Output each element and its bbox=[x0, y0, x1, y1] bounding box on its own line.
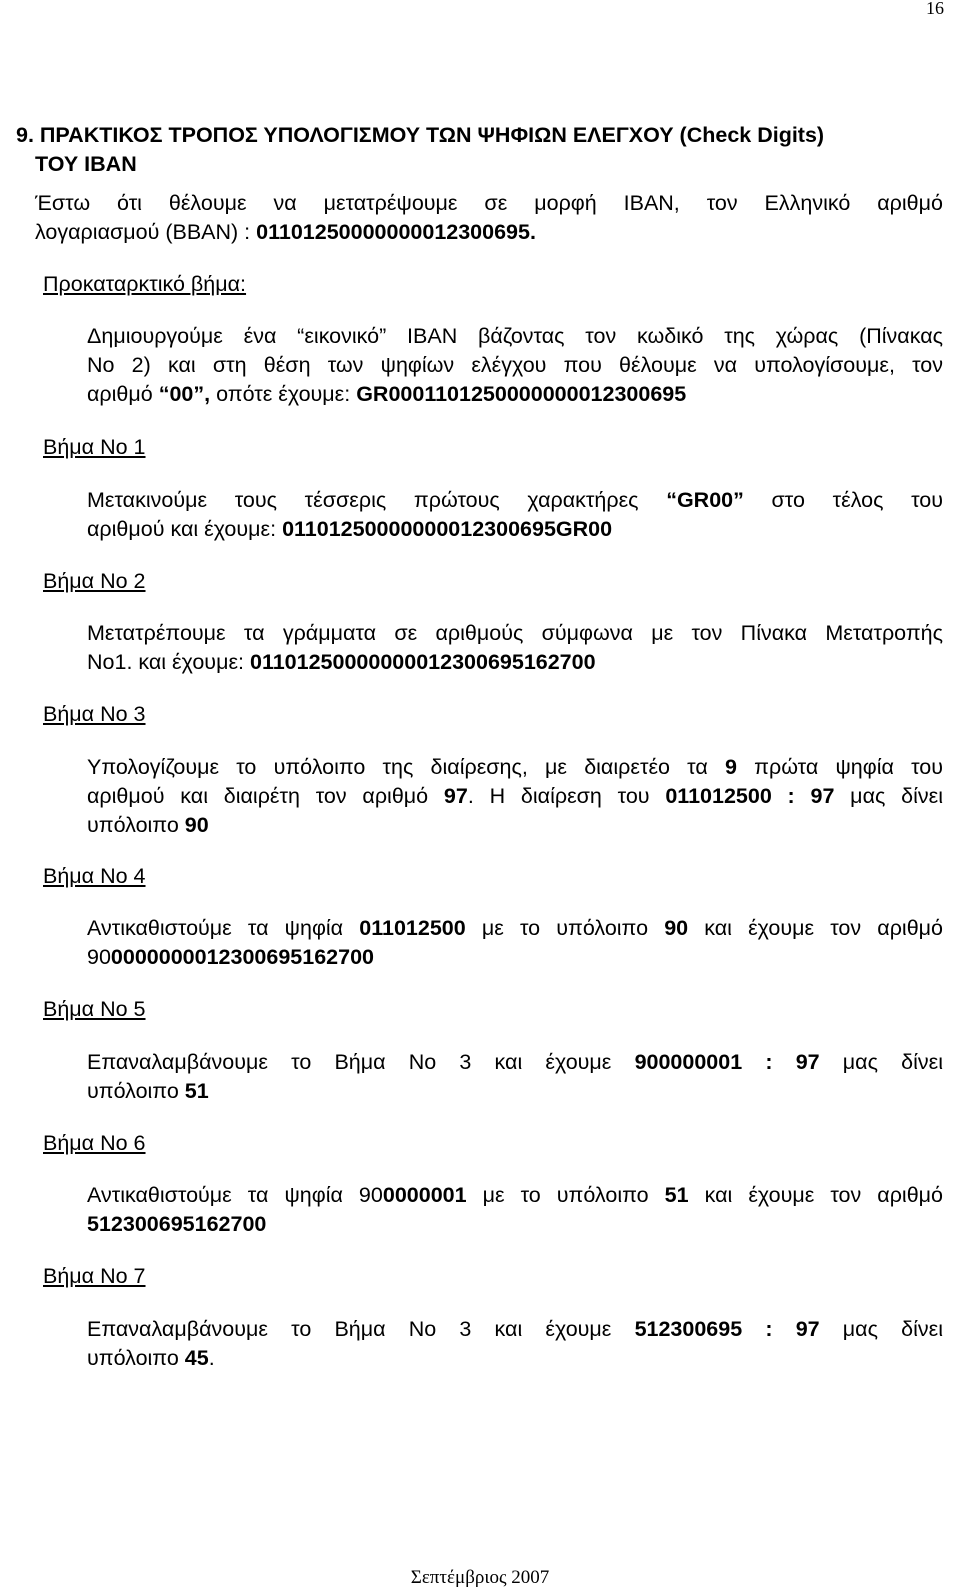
step3-line3-a: υπόλοιπο bbox=[87, 813, 185, 837]
step5-line2-a: υπόλοιπο bbox=[87, 1079, 185, 1103]
step5-line2 bbox=[87, 1077, 209, 1105]
step3-nine: 9 bbox=[724, 755, 737, 779]
step6-line1-a: Αντικαθιστούμε τα ψηφία 90 bbox=[87, 1183, 383, 1207]
step4-remainder: 90 bbox=[664, 916, 689, 940]
step5-title: Βήμα Νο 5 bbox=[43, 997, 146, 1021]
step4-line2 bbox=[87, 943, 374, 971]
step7-line2 bbox=[87, 1344, 215, 1372]
step6-line1 bbox=[87, 1181, 943, 1209]
step6-line1-e: και έχουμε τον αριθμό bbox=[688, 1183, 944, 1207]
step7-line1 bbox=[87, 1315, 943, 1343]
step7-line2-c: . bbox=[208, 1346, 215, 1370]
step3-line2-a: αριθμού και διαιρέτη τον αριθμό bbox=[87, 784, 444, 808]
preliminary-title: Προκαταρκτικό βήμα: bbox=[43, 272, 247, 296]
step5-line1 bbox=[87, 1048, 943, 1076]
preliminary-check-digits: “00”, bbox=[158, 382, 211, 406]
page-number: 16 bbox=[926, 0, 944, 18]
intro-line1: Έστω ότι θέλουμε να μετατρέψουμε σε μορφή IBAN, τον Ελληνικό αριθμό bbox=[35, 191, 943, 215]
bban-number: 01101250000000012300695. bbox=[256, 220, 536, 244]
step6-digits: 0000001 bbox=[382, 1183, 467, 1207]
step3-line2-e: μας δίνει bbox=[834, 784, 943, 808]
step7-title: Βήμα Νο 7 bbox=[43, 1264, 146, 1288]
step3-line1 bbox=[87, 753, 943, 781]
step7-line2-a: υπόλοιπο bbox=[87, 1346, 185, 1370]
step4-line1-a: Αντικαθιστούμε τα ψηφία bbox=[87, 916, 360, 940]
step4-line1-e: και έχουμε τον αριθμό bbox=[688, 916, 943, 940]
step3-line1-c: πρώτα ψηφία του bbox=[736, 755, 943, 779]
step1-number: 01101250000000012300695GR00 bbox=[282, 517, 613, 541]
step6-line1-c: με το υπόλοιπο bbox=[466, 1183, 665, 1207]
step3-division: 011012500 : 97 bbox=[665, 784, 835, 808]
step4-title: Βήμα Νο 4 bbox=[43, 864, 146, 888]
section-heading-line2: ΤΟΥ IBAN bbox=[35, 152, 137, 176]
step3-line2-c: . Η διαίρεση του bbox=[467, 784, 666, 808]
step1-line1-c: στο τέλος του bbox=[743, 488, 943, 512]
step1-gr00: “GR00” bbox=[666, 488, 744, 512]
step1-line1-a: Μετακινούμε τους τέσσερις πρώτους χαρακτήρες bbox=[87, 488, 667, 512]
preliminary-line3 bbox=[87, 380, 686, 408]
step3-line2 bbox=[87, 782, 943, 810]
virtual-iban: GR0001101250000000012300695 bbox=[356, 382, 687, 406]
step2-line2 bbox=[87, 648, 596, 676]
step4-number: 0000000012300695162700 bbox=[110, 945, 374, 969]
step7-remainder: 45 bbox=[184, 1346, 209, 1370]
step4-line1-c: με το υπόλοιπο bbox=[465, 916, 665, 940]
step4-line2-a: 90 bbox=[87, 945, 111, 969]
step3-remainder: 90 bbox=[184, 813, 209, 837]
step4-digits: 011012500 bbox=[359, 916, 466, 940]
step6-number: 512300695162700 bbox=[87, 1212, 267, 1236]
preliminary-line2: Νο 2) και στη θέση των ψηφίων ελέγχου που θέλουμε να υπολογίσουμε, τον bbox=[87, 353, 943, 377]
intro-line2 bbox=[35, 218, 536, 246]
step2-title: Βήμα Νο 2 bbox=[43, 569, 146, 593]
step5-division: 900000001 : 97 bbox=[634, 1050, 820, 1074]
step4-line1 bbox=[87, 914, 943, 942]
step5-line1-c: μας δίνει bbox=[819, 1050, 943, 1074]
step6-title: Βήμα Νο 6 bbox=[43, 1131, 146, 1155]
step5-remainder: 51 bbox=[184, 1079, 209, 1103]
step2-line1: Μετατρέπουμε τα γράμματα σε αριθμούς σύμφωνα με τον Πίνακα Μετατροπής bbox=[87, 621, 943, 645]
step3-divisor: 97 bbox=[443, 784, 468, 808]
section-heading-line1: 9. ΠΡΑΚΤΙΚΟΣ ΤΡΟΠΟΣ ΥΠΟΛΟΓΙΣΜΟΥ ΤΩΝ ΨΗΦΙΩΝ ΕΛΕΓΧΟΥ (Check Digits) bbox=[16, 123, 825, 147]
preliminary-line3-a: αριθμό bbox=[87, 382, 159, 406]
step6-remainder: 51 bbox=[664, 1183, 689, 1207]
step2-line2-a: Νο1. και έχουμε: bbox=[87, 650, 250, 674]
step1-line2 bbox=[87, 515, 612, 543]
step7-division: 512300695 : 97 bbox=[634, 1317, 820, 1341]
preliminary-line1: Δημιουργούμε ένα “εικονικό” IBAN βάζοντας τον κωδικό της χώρας (Πίνακας bbox=[87, 324, 943, 348]
step2-number: 01101250000000012300695162700 bbox=[249, 650, 596, 674]
step7-line1-a: Επαναλαμβάνουμε το Βήμα Νο 3 και έχουμε bbox=[87, 1317, 635, 1341]
page-footer-date: Σεπτέμβριος 2007 bbox=[410, 1567, 550, 1588]
step1-line2-a: αριθμού και έχουμε: bbox=[87, 517, 283, 541]
step3-line3 bbox=[87, 811, 209, 839]
preliminary-line3-c: οπότε έχουμε: bbox=[210, 382, 357, 406]
step3-title: Βήμα Νο 3 bbox=[43, 702, 146, 726]
step1-line1 bbox=[87, 486, 943, 514]
step7-line1-c: μας δίνει bbox=[819, 1317, 943, 1341]
step1-title: Βήμα Νο 1 bbox=[43, 435, 146, 459]
step5-line1-a: Επαναλαμβάνουμε το Βήμα Νο 3 και έχουμε bbox=[87, 1050, 635, 1074]
step3-line1-a: Υπολογίζουμε το υπόλοιπο της διαίρεσης, με διαιρετέο τα bbox=[87, 755, 725, 779]
intro-line2-text: λογαριασμού (BBAN) : bbox=[35, 220, 257, 244]
